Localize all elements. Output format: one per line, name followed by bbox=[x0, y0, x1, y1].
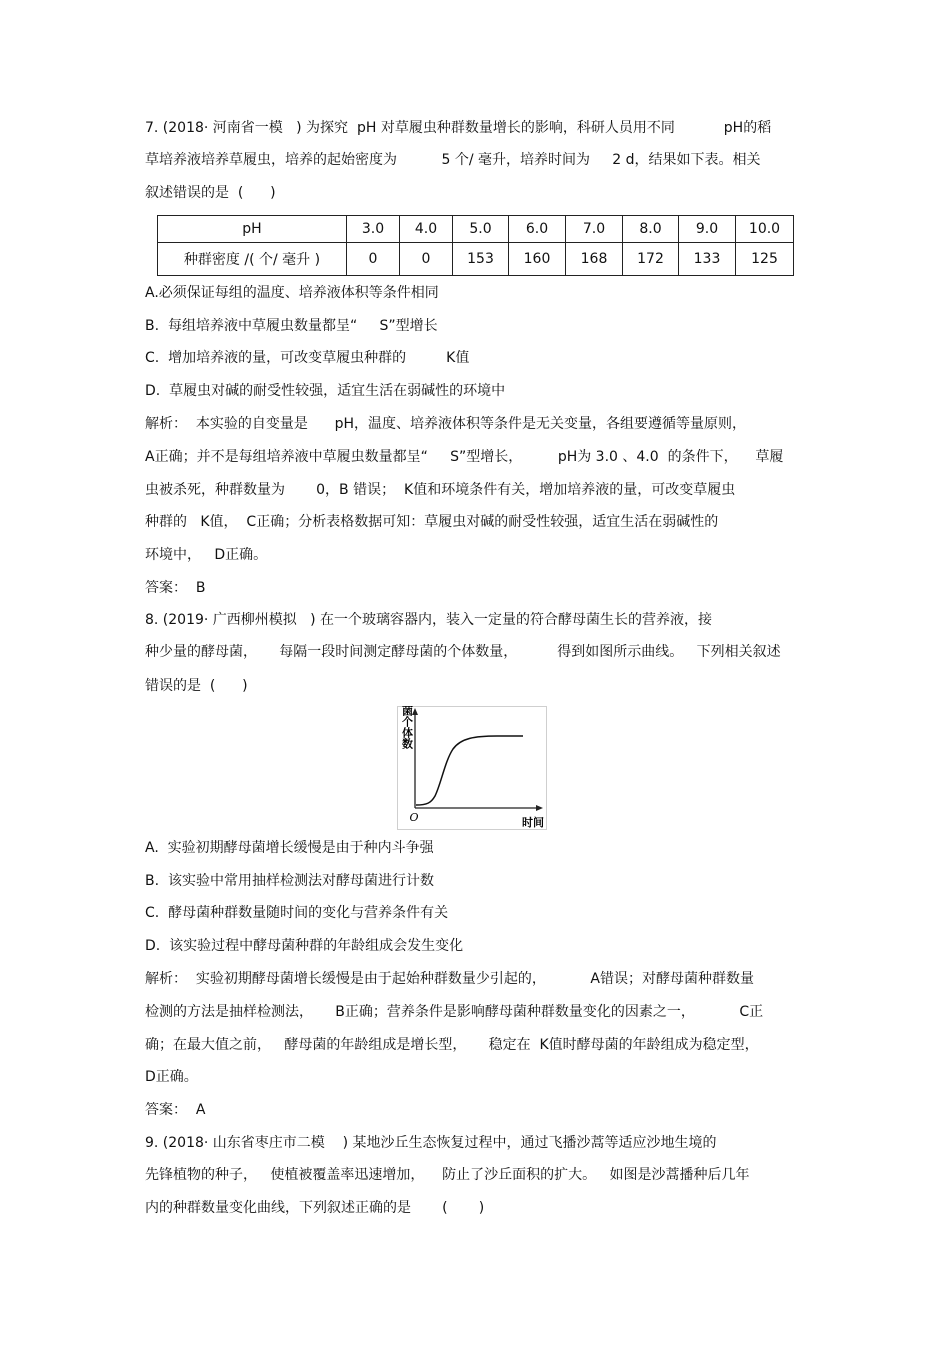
q9-stem-line-1: 9. (2018· 山东省枣庄市二模 ) 某地沙丘生态恢复过程中，通过飞播沙蒿等适应沙地生境的 bbox=[145, 1135, 717, 1151]
table-cell: 168 bbox=[566, 243, 623, 276]
table-cell: 160 bbox=[509, 243, 566, 276]
table-header-cell: pH bbox=[158, 216, 347, 243]
yeast-growth-figure bbox=[397, 706, 547, 830]
y-axis-label: 酵母菌个体数 bbox=[400, 706, 414, 749]
q8-analysis-line-4: D正确。 bbox=[145, 1069, 198, 1085]
table-row bbox=[158, 216, 794, 243]
q8-option-d: D. 该实验过程中酵母菌种群的年龄组成会发生变化 bbox=[145, 938, 464, 954]
q7-option-b: B. 每组培养液中草履虫数量都呈“ S”型增长 bbox=[145, 318, 438, 334]
q7-analysis-line-1: 解析： 本实验的自变量是 pH，温度、培养液体积等条件是无关变量，各组要遵循等量原则， bbox=[145, 416, 747, 432]
table-cell: 10.0 bbox=[736, 216, 794, 243]
q8-option-a: A. 实验初期酵母菌增长缓慢是由于种内斗争强 bbox=[145, 840, 434, 856]
q8-stem-line-3: 错误的是 ( ) bbox=[145, 678, 248, 694]
table-cell: 6.0 bbox=[509, 216, 566, 243]
q8-analysis-line-1: 解析： 实验初期酵母菌增长缓慢是由于起始种群数量少引起的， A错误；对酵母菌种群数量 bbox=[145, 971, 754, 987]
table-cell: 133 bbox=[679, 243, 736, 276]
q7-answer: 答案： B bbox=[145, 580, 206, 596]
yeast-growth-curve-svg bbox=[397, 706, 547, 830]
q8-option-c: C. 酵母菌种群数量随时间的变化与营养条件有关 bbox=[145, 905, 449, 921]
q9-stem-line-2: 先锋植物的种子， 使植被覆盖率迅速增加， 防止了沙丘面积的扩大。 如图是沙蒿播种后几年 bbox=[145, 1167, 750, 1183]
q8-stem-line-1: 8. (2019· 广西柳州模拟 ) 在一个玻璃容器内，装入一定量的符合酵母菌生长的营养液，接 bbox=[145, 612, 713, 628]
q7-stem-line-1: 7. (2018· 河南省一模 ) 为探究 pH 对草履虫种群数量增长的影响，科研人员用不同 pH的稻 bbox=[145, 120, 772, 136]
q7-option-d: D. 草履虫对碱的耐受性较强，适宜生活在弱碱性的环境中 bbox=[145, 383, 506, 399]
q7-analysis-line-2: A正确；并不是每组培养液中草履虫数量都呈“ S”型增长， pH为 3.0 、4.0 的条件下， 草履 bbox=[145, 449, 784, 465]
figure-frame bbox=[398, 707, 547, 830]
q8-analysis-line-3: 确；在最大值之前， 酵母菌的年龄组成是增长型， 稳定在 K值时酵母菌的年龄组成为稳定型， bbox=[145, 1037, 759, 1053]
q8-analysis-line-2: 检测的方法是抽样检测法， B正确；营养条件是影响酵母菌种群数量变化的因素之一， C正 bbox=[145, 1004, 764, 1020]
ph-density-table bbox=[157, 215, 794, 276]
q9-stem-line-3: 内的种群数量变化曲线，下列叙述正确的是 ( ) bbox=[145, 1200, 485, 1216]
table-cell: 153 bbox=[453, 243, 509, 276]
table-cell: 0 bbox=[400, 243, 453, 276]
table-cell: 8.0 bbox=[623, 216, 679, 243]
q8-option-b: B. 该实验中常用抽样检测法对酵母菌进行计数 bbox=[145, 873, 434, 889]
table-cell: 0 bbox=[347, 243, 400, 276]
q7-analysis-line-4: 种群的 K值， C正确；分析表格数据可知：草履虫对碱的耐受性较强，适宜生活在弱碱性的 bbox=[145, 514, 719, 530]
table-cell: 125 bbox=[736, 243, 794, 276]
table-cell: 172 bbox=[623, 243, 679, 276]
table-cell: 3.0 bbox=[347, 216, 400, 243]
table-cell: 5.0 bbox=[453, 216, 509, 243]
x-axis-arrow-icon bbox=[536, 805, 543, 811]
x-axis-label: 时间 bbox=[522, 816, 544, 829]
table-row bbox=[158, 243, 794, 276]
table-cell: 9.0 bbox=[679, 216, 736, 243]
table-cell: 4.0 bbox=[400, 216, 453, 243]
origin-label: O bbox=[409, 811, 419, 824]
growth-curve bbox=[416, 736, 523, 805]
q8-stem-line-2: 种少量的酵母菌， 每隔一段时间测定酵母菌的个体数量， 得到如图所示曲线。 下列相关叙述 bbox=[145, 644, 781, 660]
q7-analysis-line-5: 环境中， D正确。 bbox=[145, 547, 268, 563]
q7-analysis-line-3: 虫被杀死，种群数量为 0，B 错误； K值和环境条件有关，增加培养液的量，可改变草履虫 bbox=[145, 482, 736, 498]
q7-stem-line-3: 叙述错误的是 ( ) bbox=[145, 185, 276, 201]
table-header-cell: 种群密度 /( 个/ 毫升 ) bbox=[158, 243, 347, 276]
table-cell: 7.0 bbox=[566, 216, 623, 243]
q7-stem-line-2: 草培养液培养草履虫，培养的起始密度为 5 个/ 毫升，培养时间为 2 d，结果如下表。相关 bbox=[145, 152, 761, 168]
q8-answer: 答案： A bbox=[145, 1102, 206, 1118]
q7-option-c: C. 增加培养液的量，可改变草履虫种群的 K值 bbox=[145, 350, 470, 366]
q7-option-a: A.必须保证每组的温度、培养液体积等条件相同 bbox=[145, 285, 439, 301]
